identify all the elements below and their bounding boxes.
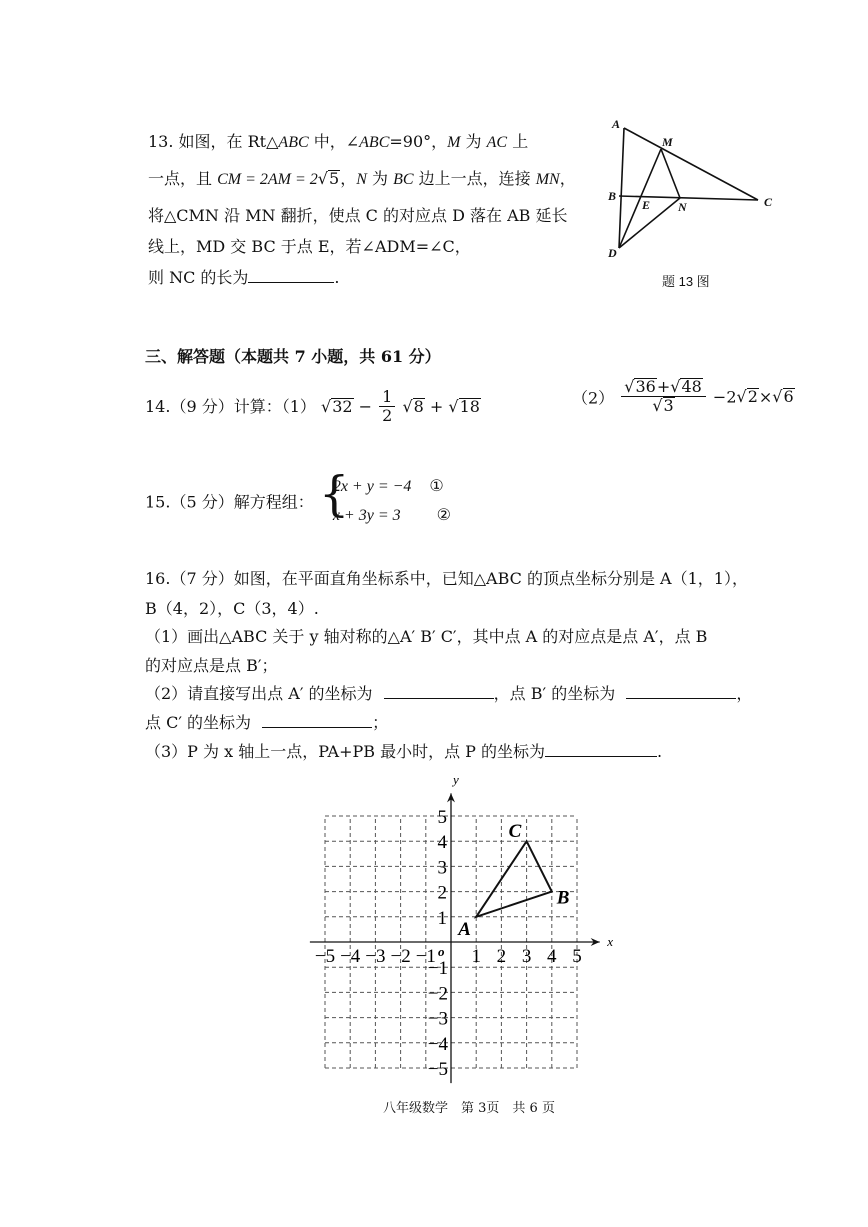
q14-part1: [145, 388, 481, 426]
q16-line4: 的对应点是点 B′；: [145, 656, 278, 675]
fraction-denominator: [621, 397, 706, 415]
brace-symbol: {: [318, 466, 350, 522]
q15: [145, 466, 451, 530]
q16-text: .: [657, 742, 663, 761]
q13-number: 13.: [148, 132, 174, 151]
section-title: 三、解答题（本题共 7 小题，共 61 分）: [145, 347, 441, 366]
q16-text: 点 C′ 的坐标为: [145, 713, 252, 732]
minus-sign: −: [358, 396, 373, 416]
q13-line5: [148, 265, 340, 288]
q13-var: MN: [535, 171, 560, 188]
label-c: C: [764, 195, 773, 209]
y-tick-label: 2: [437, 882, 447, 904]
q13-text: 边上一点，连接: [413, 169, 536, 188]
q14-part2-label: （2）: [572, 388, 615, 408]
radicand: 2: [747, 387, 758, 407]
sqrt-symbol: √48: [670, 377, 702, 396]
sqrt-symbol: √5: [317, 169, 340, 188]
q13-text: .: [334, 268, 340, 287]
point-label-b: B: [556, 887, 570, 909]
y-tick-label: −2: [427, 983, 448, 1005]
x-tick-label: −1: [415, 946, 436, 967]
q13-text: 中，∠: [308, 132, 360, 151]
equation-marker: ①: [429, 476, 444, 495]
radicand: 36: [635, 377, 656, 396]
x-tick-label: 1: [471, 946, 481, 967]
q13-var: AC: [486, 134, 508, 151]
radicand: 48: [681, 377, 702, 396]
sqrt-symbol: √8: [402, 396, 424, 416]
q16-line2: B（4，2），C（3，4）.: [145, 599, 319, 618]
q16-text: （3）P 为 x 轴上一点，PA+PB 最小时，点 P 的坐标为: [145, 742, 546, 761]
q13-var: BC: [393, 171, 414, 188]
q16-text: ；: [372, 713, 389, 732]
label-d: D: [608, 246, 617, 260]
q16-line1: 16.（7 分）如图，在平面直角坐标系中，已知△ABC 的顶点坐标分别是 A（1，1），: [145, 569, 748, 588]
segment-md: [619, 149, 661, 248]
q14-part2: [572, 378, 795, 416]
q16-line6: [145, 710, 388, 733]
equation-2: [333, 501, 451, 530]
y-tick-label: −1: [427, 958, 448, 980]
q13-var: ABC: [278, 134, 309, 151]
x-tick-label: −3: [365, 946, 386, 967]
q16-line5: [145, 681, 752, 704]
origin-label: o: [438, 944, 445, 959]
q16-line3: （1）画出△ABC 关于 y 轴对称的△A′ B′ C′，其中点 A 的对应点是点 A′，点 B: [145, 627, 708, 646]
q13-var: M: [447, 134, 461, 151]
q13-text: ，: [340, 169, 357, 188]
equation-system: [318, 466, 451, 530]
q13-line3: 将△CMN 沿 MN 翻折，使点 C 的对应点 D 落在 AB 延长: [148, 206, 568, 225]
y-tick-label: −3: [427, 1008, 448, 1030]
label-e: E: [642, 198, 651, 212]
sqrt-symbol: √2: [736, 387, 758, 407]
q16-line7: [145, 739, 662, 762]
x-axis-label: x: [607, 934, 614, 949]
x-tick-label: 5: [572, 946, 582, 967]
label-m: M: [662, 135, 673, 149]
sqrt-symbol: √6: [772, 387, 794, 407]
q13-line4: 线上，MD 交 BC 于点 E，若∠ADM=∠C，: [148, 237, 471, 256]
fraction-roots: [621, 378, 706, 416]
equation-1: [333, 472, 451, 501]
q13-var: ABC: [359, 134, 390, 151]
y-tick-label: 3: [437, 857, 447, 879]
sqrt-symbol: √3: [652, 396, 674, 416]
answer-blank-c-prime[interactable]: [262, 713, 372, 728]
x-tick-label: 4: [547, 946, 557, 967]
q13-equation: CM = 2AM = 2: [217, 171, 318, 188]
x-tick-label: 2: [496, 946, 507, 967]
radicand: 5: [329, 169, 340, 188]
x-tick-label: 3: [521, 946, 532, 967]
answer-blank[interactable]: [248, 268, 334, 283]
point-label-c: C: [508, 821, 522, 843]
x-tick-label: −4: [340, 946, 361, 967]
label-b: B: [608, 189, 617, 203]
q13-line2: [148, 166, 576, 189]
coordinate-grid[interactable]: [300, 770, 620, 1090]
answer-blank-b-prime[interactable]: [626, 684, 736, 699]
y-axis-label: y: [453, 771, 459, 787]
sqrt-symbol: √18: [448, 396, 480, 416]
plus-sign: +: [429, 396, 444, 416]
answer-blank-p[interactable]: [545, 742, 657, 757]
q14-label: 14.（9 分）计算：（1）: [145, 396, 316, 416]
equation-marker: ②: [436, 505, 451, 524]
q13-var: N: [356, 171, 367, 188]
sqrt-symbol: √32: [321, 396, 353, 416]
answer-blank-a-prime[interactable]: [384, 684, 494, 699]
q13-text: 一点，且: [148, 169, 218, 188]
q13-text: 为: [460, 132, 487, 151]
x-tick-label: −2: [390, 946, 411, 967]
equation-text: 2x + y = −4: [332, 478, 412, 495]
point-label-a: A: [458, 918, 471, 940]
radicand: 3: [663, 396, 674, 416]
radicand: 8: [413, 396, 424, 416]
q13-line1: [148, 129, 528, 152]
y-tick-label: −4: [427, 1033, 448, 1055]
q13-text: 上: [507, 132, 529, 151]
q16-text: （2）请直接写出点 A′ 的坐标为: [145, 684, 373, 703]
q13-text: 为: [366, 169, 394, 188]
q13-figure-caption: 题 13 图: [662, 274, 710, 289]
q13-figure: [598, 112, 788, 282]
fraction-numerator: √36+√48: [621, 378, 706, 397]
label-n: N: [678, 200, 687, 214]
q15-label: 15.（5 分）解方程组：: [145, 492, 314, 512]
label-a: A: [612, 117, 621, 131]
x-tick-label: −5: [314, 946, 336, 967]
fraction-half: [379, 388, 395, 426]
q13-text: 如图，在 Rt△: [178, 132, 279, 151]
triangle-abc: [476, 841, 552, 917]
y-tick-label: 5: [437, 807, 447, 828]
radicand: 6: [783, 387, 794, 407]
radicand: 18: [459, 396, 480, 416]
page-footer: 八年级数学 第 3页 共 6 页: [383, 1101, 555, 1116]
equation-text: x + 3y = 3: [332, 507, 401, 524]
radicand: 32: [332, 396, 353, 416]
fraction-numerator: 1: [379, 388, 395, 407]
sqrt-symbol: √36: [624, 377, 656, 396]
y-tick-label: −5: [427, 1059, 448, 1080]
y-tick-label: 4: [437, 832, 447, 854]
fraction-denominator: 2: [382, 406, 393, 426]
q14-term: −2: [712, 387, 737, 407]
q16-text: ，: [736, 684, 753, 703]
q13-text: =90°，: [389, 132, 448, 151]
q16-text: ，点 B′ 的坐标为: [493, 684, 616, 703]
y-tick-label: 1: [437, 907, 447, 929]
times-sign: ×: [758, 387, 773, 407]
q13-text: ，: [559, 169, 576, 188]
q13-text: 则 NC 的长为: [148, 268, 249, 287]
segment-ad: [619, 128, 624, 248]
